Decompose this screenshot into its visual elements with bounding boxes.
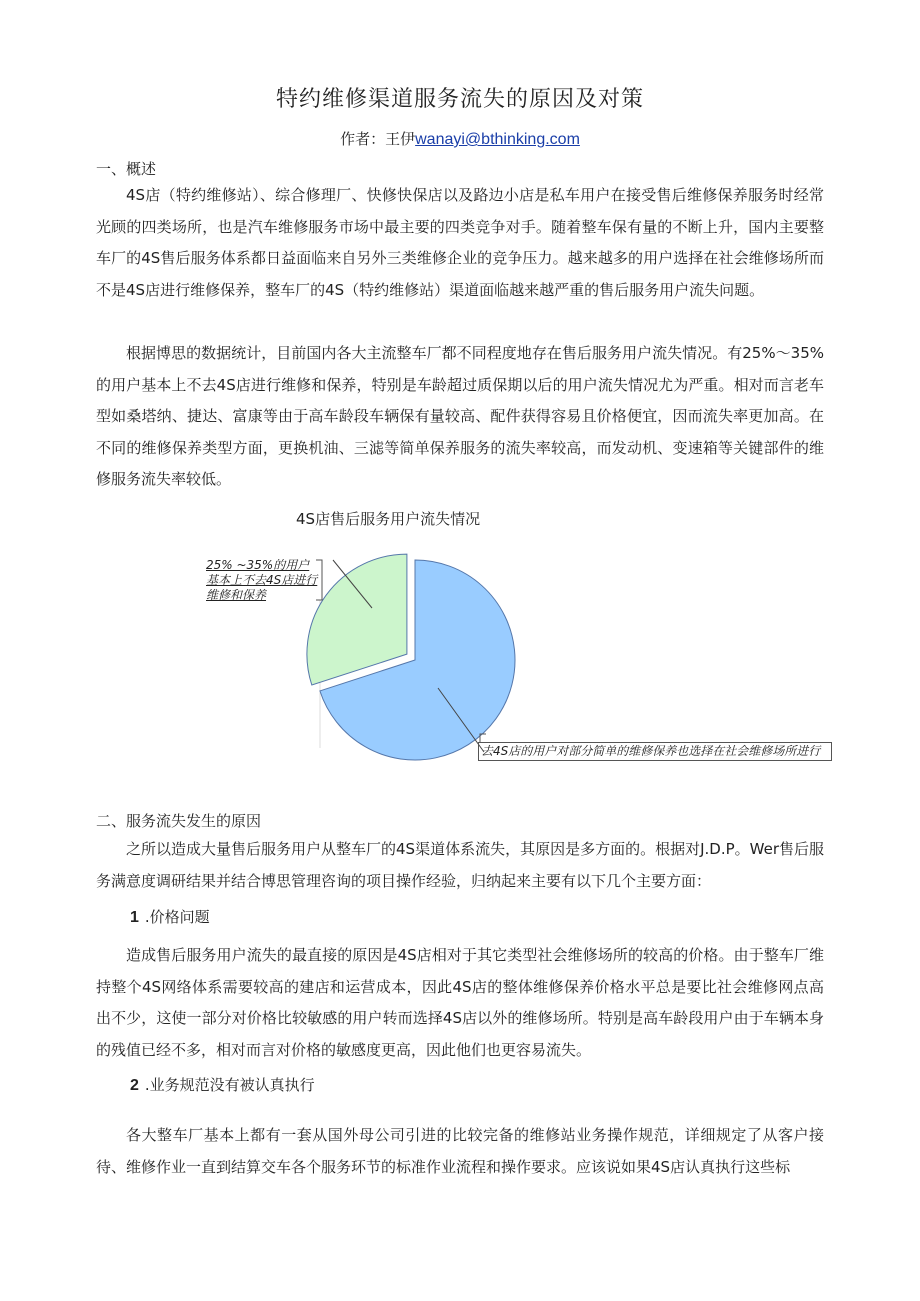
document-title: 特约维修渠道服务流失的原因及对策 (275, 87, 644, 112)
chart-title: 4S店售后服务用户流失情况 (296, 510, 481, 528)
paragraph-3: 之所以造成大量售后服务用户从整车厂的4S渠道体系流失，其原因是多方面的。根据对J.D.P。Wer售后服务满意度调研结果并结合博思管理咨询的项目操作经验，归纳起来主要有以下几个主要方面： (96, 840, 824, 890)
paragraph-1: 4S店（特约维修站）、综合修理厂、快修快保店以及路边小店是私车用户在接受售后维修保养服务时经常光顾的四类场所，也是汽车维修服务市场中最主要的四类竞争对手。随着整车保有量的不断上升，国内主要整车厂的4S售后服务体系都日益面临来自另外三类维修企业的竞争压力。越来越多的用户选择在社会维修场所而不是4S店进行维修保养，整车厂的4S（特约维修站）渠道面临越来越严重的售后服务用户流失问题。 (96, 186, 824, 299)
paragraph-2: 根据博思的数据统计，目前国内各大主流整车厂都不同程度地存在售后服务用户流失情况。有25%～35%的用户基本上不去4S店进行维修和保养，特别是车龄超过质保期以后的用户流失情况尤为严重。相对而言老车型如桑塔纳、捷达、富康等由于高车龄段车辆保有量较高、配件获得容易且价格便宜，因而流失率更加高。在不同的维修保养类型方面，更换机油、三滤等简单保养服务的流失率较高，而发动机、变速箱等关键部件的维修服务流失率较低。 (96, 344, 824, 488)
pie-label-retained-users: 去4S店的用户对部分简单的维修保养也选择在社会维修场所进行 (478, 742, 832, 761)
author-label: 作者：王伊 (340, 130, 416, 148)
paragraph-4: 造成售后服务用户流失的最直接的原因是4S店相对于其它类型社会维修场所的较高的价格。由于整车厂维持整个4S网络体系需要较高的建店和运营成本，因此4S店的整体维修保养价格水平总是要比社会维修网点高出不少，这使一部分对价格比较敏感的用户转而选择4S店以外的维修场所。特别是高车龄段用户由于车辆本身的残值已经不多，相对而言对价格的敏感度更高，因此他们也更容易流失。 (96, 946, 824, 1059)
subheading-standards: 2 .业务规范没有被认真执行 (130, 1076, 315, 1094)
subheading-price: 1 .价格问题 (130, 908, 210, 926)
paragraph-5: 各大整车厂基本上都有一套从国外母公司引进的比较完备的维修站业务操作规范，详细规定了从客户接待、维修作业一直到结算交车各个服务环节的标准作业流程和操作要求。应该说如果4S店认真执行这些标 (96, 1126, 824, 1176)
pie-label-lost-users: 25% ~35%的用户基本上不去4S店进行维修和保养 (206, 558, 318, 602)
author-email-link[interactable]: wanayi@bthinking.com (415, 131, 580, 148)
section-heading-reasons: 二、服务流失发生的原因 (96, 812, 262, 830)
section-heading-overview: 一、概述 (96, 160, 157, 178)
